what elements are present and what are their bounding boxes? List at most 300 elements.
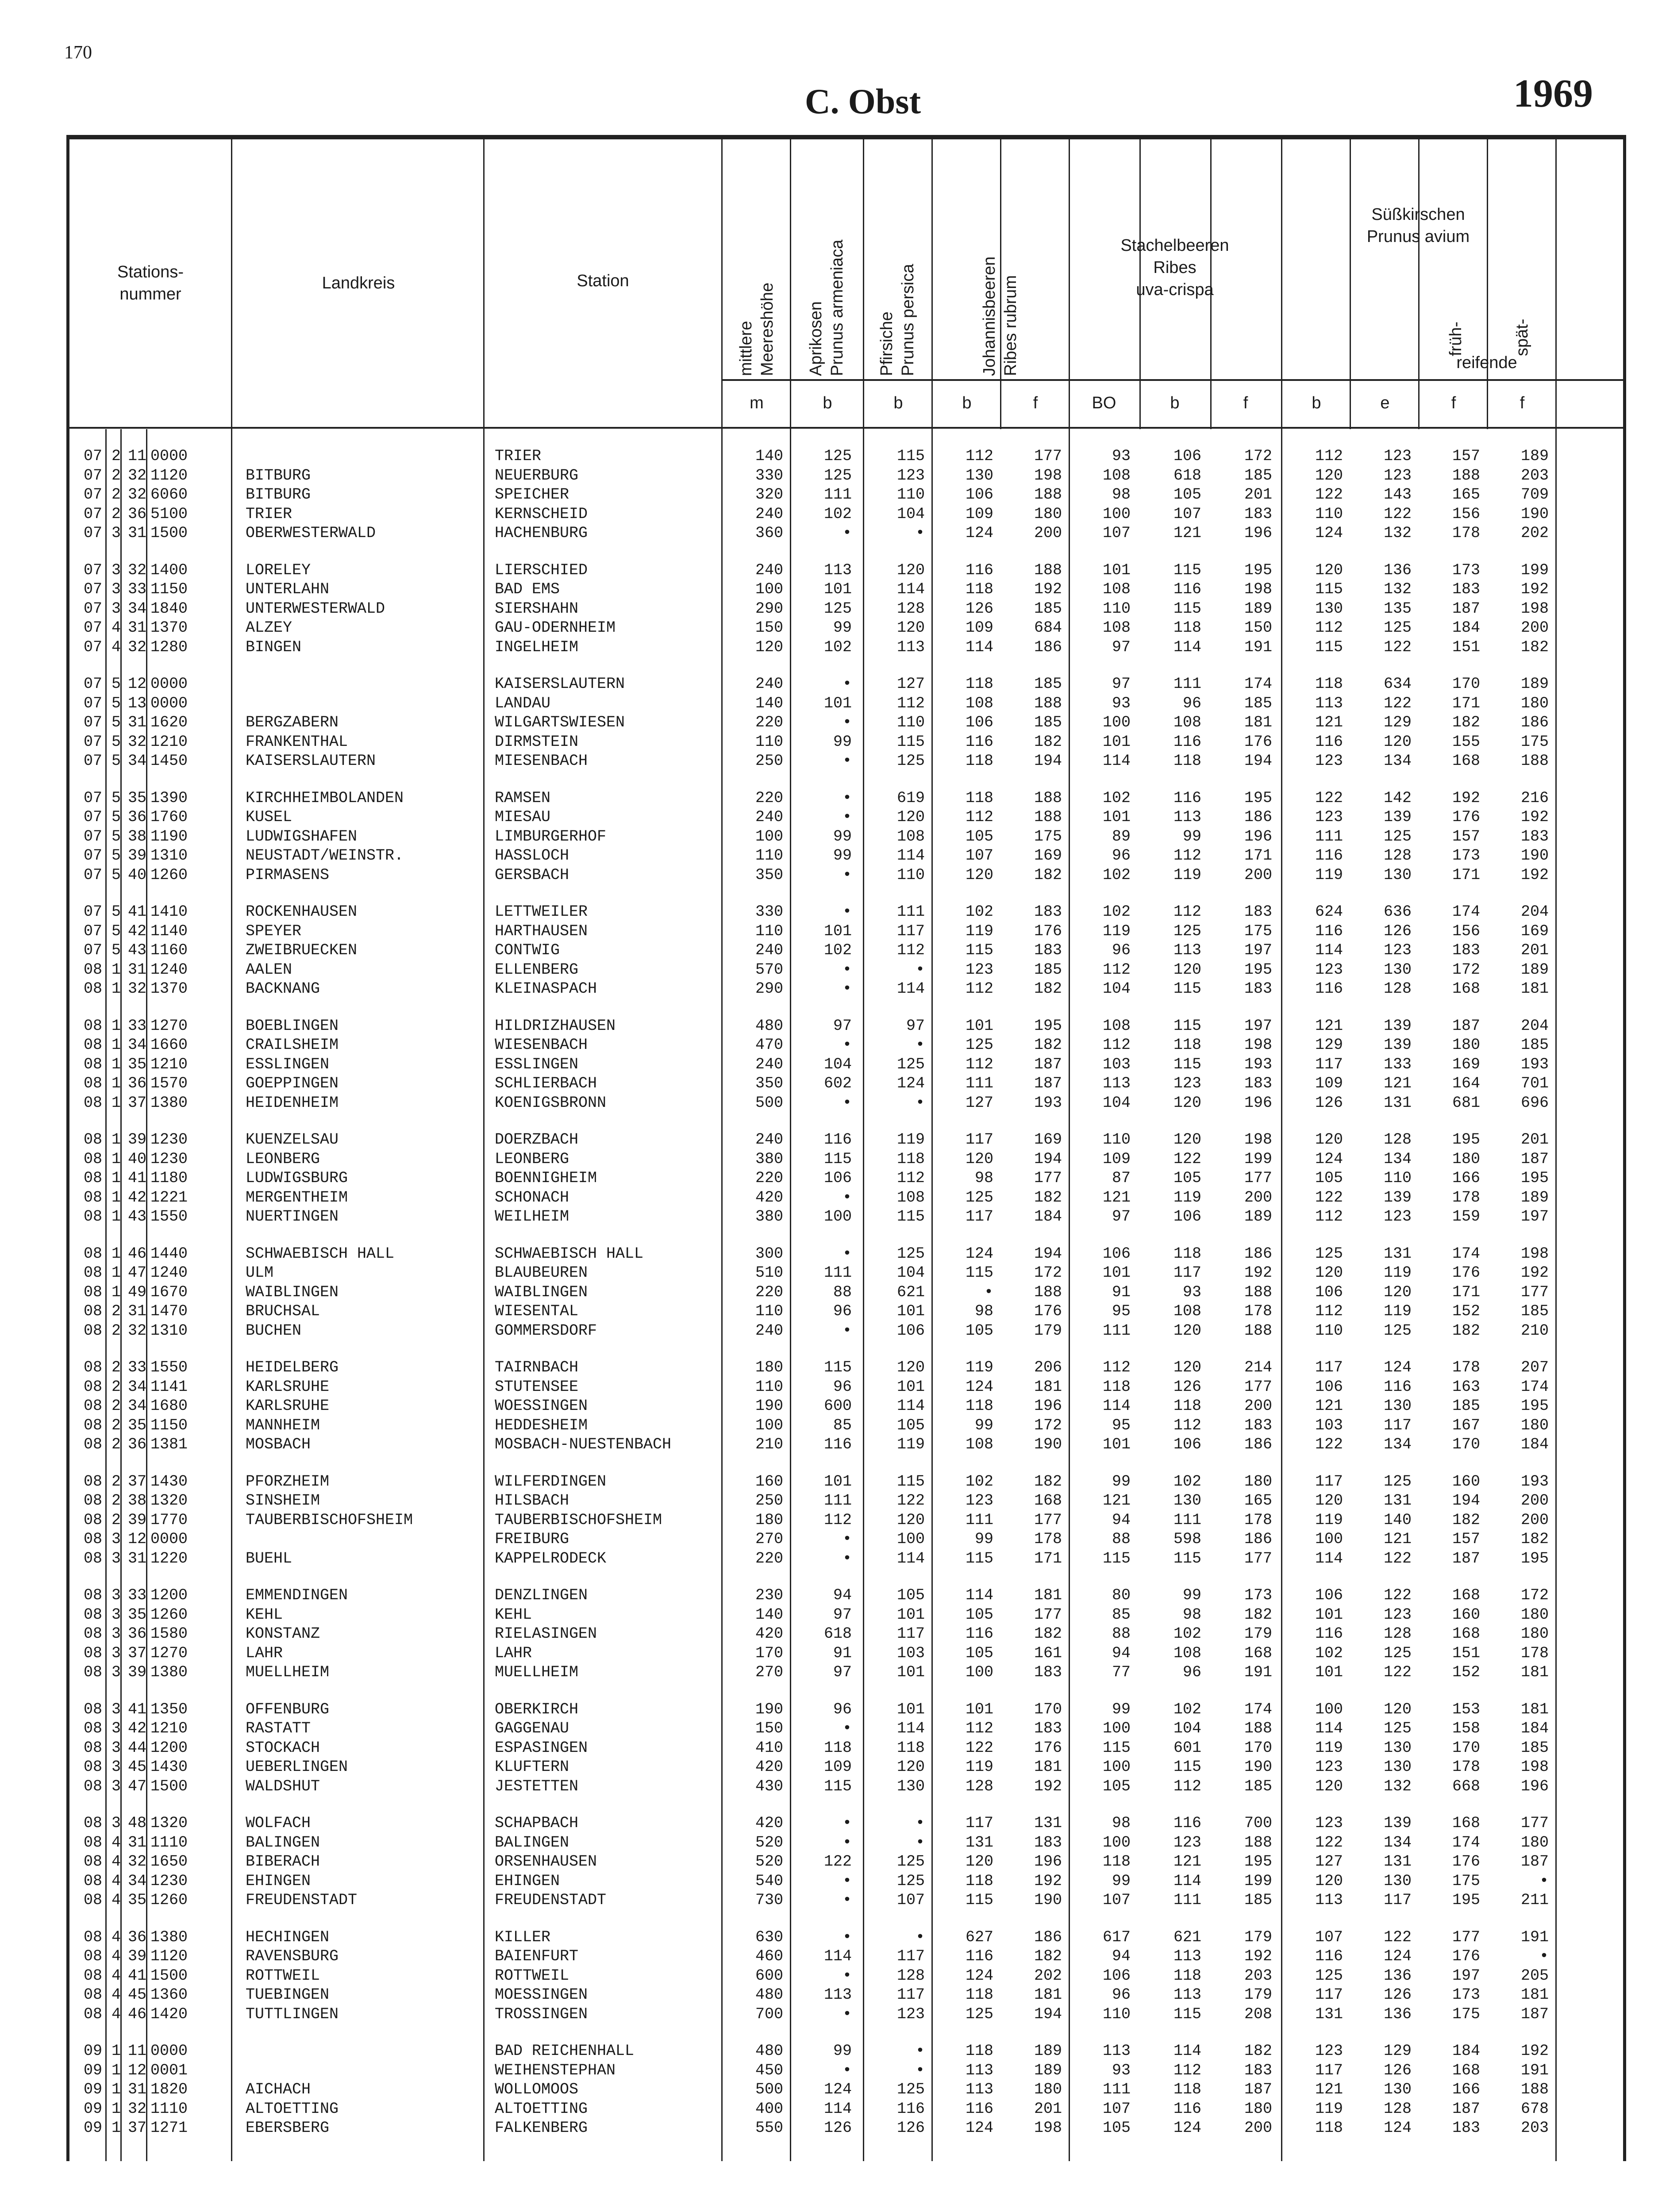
cell-stachelbeeren-f: 189: [1244, 599, 1272, 618]
cell-kirschen-spaet: 185: [1520, 1302, 1549, 1320]
cell-kirschen-frueh: 180: [1452, 1150, 1480, 1168]
cell-bezirk: 5: [111, 714, 121, 731]
cell-kreis: 48: [127, 1814, 146, 1832]
cell-johannisbeeren-f: 177: [1034, 1511, 1062, 1529]
cell-stachelbeeren-bo: 101: [1102, 1436, 1131, 1453]
cell-johannisbeeren-f: 185: [1034, 714, 1062, 731]
cell-bezirk: 2: [111, 1492, 121, 1509]
cell-stachelbeeren-f: 179: [1244, 1928, 1272, 1946]
cell-nummer: 1500: [150, 1966, 188, 1985]
cell-kreis: 41: [127, 903, 146, 921]
cell-land: 08: [83, 1605, 102, 1624]
cell-kirschen-frueh: 176: [1452, 1947, 1480, 1965]
cell-kirschen-spaet: 186: [1520, 714, 1549, 731]
cell-station: TRIER: [495, 447, 542, 465]
cell-bezirk: 2: [111, 1378, 121, 1396]
cell-pfirsiche: 125: [896, 1853, 925, 1870]
cell-aprikosen: 96: [833, 1302, 852, 1320]
cell-bezirk: 3: [111, 1530, 121, 1548]
cell-stachelbeeren-bo: 101: [1102, 561, 1131, 579]
cell-pfirsiche: 101: [896, 1605, 925, 1624]
cell-aprikosen: •: [842, 2061, 852, 2079]
cell-kreis: 37: [127, 1094, 146, 1112]
cell-hoehe: 420: [755, 1188, 783, 1206]
cell-stachelbeeren-b: 125: [1173, 922, 1201, 940]
cell-pfirsiche: 108: [896, 1188, 925, 1206]
cell-stachelbeeren-bo: 617: [1102, 1928, 1131, 1946]
cell-kirschen-b: 127: [1315, 1853, 1343, 1870]
cell-kirschen-frueh: 174: [1452, 1244, 1480, 1263]
cell-bezirk: 2: [111, 1436, 121, 1453]
cell-kreis: 38: [127, 1492, 146, 1509]
table-row: [66, 1169, 1628, 1188]
cell-pfirsiche: 114: [896, 1720, 925, 1737]
cell-stachelbeeren-b: 123: [1173, 1075, 1201, 1092]
cell-land: 07: [83, 789, 102, 807]
cell-landkreis: KONSTANZ: [246, 1625, 320, 1643]
cell-kreis: 37: [127, 1472, 146, 1490]
cell-johannisbeeren-f: 194: [1034, 1244, 1062, 1263]
cell-bezirk: 2: [111, 466, 121, 484]
cell-pfirsiche: 114: [896, 1549, 925, 1567]
cell-johannisbeeren-b: 119: [965, 1758, 993, 1776]
cell-kreis: 39: [127, 1947, 146, 1965]
cell-nummer: 1270: [150, 1017, 188, 1035]
cell-station: LIERSCHIED: [495, 561, 588, 579]
cell-kirschen-e: 140: [1383, 1511, 1412, 1529]
cell-johannisbeeren-b: 118: [965, 1397, 993, 1415]
cell-johannisbeeren-f: 190: [1034, 1891, 1062, 1909]
cell-kirschen-b: 110: [1315, 1321, 1343, 1340]
cell-station: FREUDENSTADT: [495, 1891, 607, 1909]
cell-stachelbeeren-b: 116: [1173, 1814, 1201, 1832]
cell-stachelbeeren-f: 192: [1244, 1264, 1272, 1282]
cell-land: 07: [83, 580, 102, 598]
cell-kirschen-b: 110: [1315, 505, 1343, 523]
cell-kirschen-spaet: 199: [1520, 561, 1549, 579]
cell-kreis: 34: [127, 1872, 146, 1890]
cell-johannisbeeren-b: 119: [965, 1359, 993, 1376]
cell-kirschen-b: 113: [1315, 694, 1343, 712]
cell-stachelbeeren-b: 111: [1173, 1511, 1201, 1529]
cell-station: HARTHAUSEN: [495, 922, 588, 940]
cell-land: 07: [83, 447, 102, 465]
cell-land: 08: [83, 1321, 102, 1340]
cell-kirschen-frueh: 188: [1452, 466, 1480, 484]
cell-stachelbeeren-b: 124: [1173, 2119, 1201, 2137]
cell-kirschen-e: 121: [1383, 1530, 1412, 1548]
cell-johannisbeeren-b: 114: [965, 638, 993, 656]
row-group: [66, 1017, 1628, 1113]
cell-nummer: 1620: [150, 714, 188, 731]
cell-bezirk: 2: [111, 486, 121, 503]
cell-pfirsiche: 107: [896, 1891, 925, 1909]
cell-kirschen-spaet: 193: [1520, 1055, 1549, 1073]
cell-stachelbeeren-bo: 104: [1102, 980, 1131, 998]
cell-station: KILLER: [495, 1928, 551, 1946]
cell-stachelbeeren-b: 102: [1173, 1625, 1201, 1643]
cell-stachelbeeren-b: 113: [1173, 808, 1201, 826]
cell-kirschen-frueh: 170: [1452, 675, 1480, 693]
cell-hoehe: 150: [755, 1720, 783, 1737]
cell-hoehe: 190: [755, 1700, 783, 1718]
cell-kreis: 32: [127, 2100, 146, 2118]
cell-stachelbeeren-bo: 107: [1102, 524, 1131, 542]
cell-stachelbeeren-b: 112: [1173, 2061, 1201, 2079]
cell-stachelbeeren-b: 115: [1173, 1017, 1201, 1035]
cell-station: RAMSEN: [495, 789, 551, 807]
cell-kreis: 41: [127, 1169, 146, 1187]
cell-kirschen-e: 121: [1383, 1075, 1412, 1092]
cell-station: ALTOETTING: [495, 2100, 588, 2118]
cell-landkreis: MERGENTHEIM: [246, 1188, 348, 1206]
cell-land: 08: [83, 1036, 102, 1054]
cell-johannisbeeren-f: 187: [1034, 1055, 1062, 1073]
cell-nummer: 1550: [150, 1359, 188, 1376]
cell-kreis: 32: [127, 980, 146, 998]
cell-stachelbeeren-bo: 108: [1102, 580, 1131, 598]
cell-bezirk: 5: [111, 941, 121, 959]
cell-kirschen-b: 125: [1315, 1966, 1343, 1985]
cell-bezirk: 1: [111, 960, 121, 979]
cell-station: BALINGEN: [495, 1833, 569, 1851]
cell-kreis: 32: [127, 466, 146, 484]
cell-nummer: 1150: [150, 580, 188, 598]
cell-johannisbeeren-f: 183: [1034, 903, 1062, 921]
cell-kreis: 32: [127, 733, 146, 751]
cell-stachelbeeren-f: 183: [1244, 903, 1272, 921]
cell-station: BAD REICHENHALL: [495, 2042, 635, 2060]
cell-bezirk: 3: [111, 1549, 121, 1567]
cell-kreis: 12: [127, 1530, 146, 1548]
cell-kreis: 35: [127, 1416, 146, 1434]
cell-bezirk: 3: [111, 1814, 121, 1832]
cell-kirschen-b: 122: [1315, 789, 1343, 807]
header-line: uva-crispa: [1136, 280, 1214, 299]
cell-kirschen-b: 112: [1315, 619, 1343, 637]
cell-pfirsiche: 120: [896, 619, 925, 637]
cell-nummer: 1141: [150, 1378, 188, 1396]
cell-kreis: 39: [127, 1511, 146, 1529]
cell-kreis: 31: [127, 2081, 146, 2098]
header-frueh: [1434, 281, 1478, 356]
cell-aprikosen: 99: [833, 733, 852, 751]
cell-kirschen-spaet: 210: [1520, 1321, 1549, 1340]
cell-stachelbeeren-bo: 115: [1102, 1549, 1131, 1567]
row-group: [66, 1130, 1628, 1227]
cell-aprikosen: •: [842, 789, 852, 807]
cell-kreis: 31: [127, 524, 146, 542]
cell-kirschen-b: 116: [1315, 847, 1343, 864]
cell-kreis: 32: [127, 1853, 146, 1870]
cell-pfirsiche: 120: [896, 1359, 925, 1376]
cell-stachelbeeren-bo: 88: [1112, 1625, 1131, 1643]
cell-kirschen-e: 128: [1383, 2100, 1412, 2118]
cell-stachelbeeren-bo: 97: [1112, 1208, 1131, 1225]
cell-kirschen-b: 107: [1315, 1928, 1343, 1946]
cell-kirschen-frueh: 175: [1452, 2005, 1480, 2023]
cell-land: 08: [83, 1302, 102, 1320]
cell-pfirsiche: 115: [896, 1208, 925, 1225]
cell-stachelbeeren-f: 200: [1244, 1188, 1272, 1206]
cell-land: 08: [83, 1055, 102, 1073]
cell-landkreis: KARLSRUHE: [246, 1397, 330, 1415]
cell-johannisbeeren-b: 118: [965, 752, 993, 770]
header-hoehe: [726, 217, 788, 376]
cell-kirschen-spaet: 192: [1520, 2042, 1549, 2060]
cell-kirschen-frueh: 168: [1452, 980, 1480, 998]
cell-kirschen-frueh: 187: [1452, 1549, 1480, 1567]
cell-kirschen-frueh: 160: [1452, 1472, 1480, 1490]
cell-kirschen-e: 128: [1383, 1131, 1412, 1148]
cell-kreis: 34: [127, 752, 146, 770]
cell-johannisbeeren-f: 180: [1034, 505, 1062, 523]
cell-kirschen-b: 118: [1315, 2119, 1343, 2137]
cell-bezirk: 2: [111, 447, 121, 465]
cell-nummer: 1120: [150, 1947, 188, 1965]
cell-kirschen-frueh: 156: [1452, 922, 1480, 940]
cell-station: KERNSCHEID: [495, 505, 588, 523]
cell-landkreis: AICHACH: [246, 2081, 311, 2098]
cell-johannisbeeren-b: 114: [965, 1586, 993, 1604]
cell-johannisbeeren-f: 171: [1034, 1549, 1062, 1567]
cell-stachelbeeren-b: 106: [1173, 1436, 1201, 1453]
cell-kirschen-b: 123: [1315, 960, 1343, 979]
cell-kirschen-spaet: 701: [1520, 1075, 1549, 1092]
table-row: [66, 789, 1628, 808]
row-group: [66, 902, 1628, 999]
cell-pfirsiche: 119: [896, 1436, 925, 1453]
cell-land: 07: [83, 847, 102, 864]
header-line: früh-: [1447, 321, 1465, 356]
cell-bezirk: 1: [111, 1208, 121, 1225]
cell-kreis: 38: [127, 827, 146, 845]
cell-johannisbeeren-b: 127: [965, 1094, 993, 1112]
cell-johannisbeeren-b: 125: [965, 1036, 993, 1054]
cell-nummer: 1680: [150, 1397, 188, 1415]
cell-nummer: 1220: [150, 1549, 188, 1567]
cell-kirschen-b: 122: [1315, 1436, 1343, 1453]
cell-kreis: 12: [127, 2061, 146, 2079]
cell-nummer: 1370: [150, 619, 188, 637]
table-row: [66, 1244, 1628, 1264]
cell-kirschen-spaet: 172: [1520, 1586, 1549, 1604]
cell-pfirsiche: 127: [896, 675, 925, 693]
cell-land: 08: [83, 1928, 102, 1946]
cell-stachelbeeren-f: 187: [1244, 2081, 1272, 2098]
cell-bezirk: 1: [111, 1188, 121, 1206]
cell-kirschen-e: 126: [1383, 2061, 1412, 2079]
cell-station: BAD EMS: [495, 580, 560, 598]
cell-nummer: 1150: [150, 1416, 188, 1434]
cell-station: WEILHEIM: [495, 1208, 569, 1225]
cell-kirschen-b: 117: [1315, 1055, 1343, 1073]
cell-aprikosen: •: [842, 1872, 852, 1890]
cell-landkreis: KEHL: [246, 1605, 283, 1624]
cell-hoehe: 240: [755, 561, 783, 579]
cell-kreis: 34: [127, 1378, 146, 1396]
cell-kirschen-e: 132: [1383, 524, 1412, 542]
cell-land: 08: [83, 1283, 102, 1301]
cell-stachelbeeren-f: 170: [1244, 1739, 1272, 1757]
header-line: Prunus persica: [899, 264, 917, 376]
cell-kirschen-e: 636: [1383, 903, 1412, 921]
cell-kirschen-frueh: 160: [1452, 1605, 1480, 1624]
cell-land: 09: [83, 2042, 102, 2060]
cell-station: MUELLHEIM: [495, 1663, 579, 1681]
cell-stachelbeeren-bo: 100: [1102, 1720, 1131, 1737]
row-group: [66, 2042, 1628, 2138]
cell-station: WILGARTSWIESEN: [495, 714, 625, 731]
cell-kirschen-e: 130: [1383, 960, 1412, 979]
cell-kirschen-spaet: 181: [1520, 1663, 1549, 1681]
cell-hoehe: 330: [755, 466, 783, 484]
header-line: nummer: [119, 285, 181, 303]
cell-kirschen-spaet: 193: [1520, 1472, 1549, 1490]
cell-kirschen-e: 129: [1383, 2042, 1412, 2060]
cell-stachelbeeren-b: 93: [1182, 1283, 1201, 1301]
cell-stachelbeeren-bo: 108: [1102, 466, 1131, 484]
cell-stachelbeeren-bo: 113: [1102, 1075, 1131, 1092]
table-row: [66, 713, 1628, 733]
cell-landkreis: TUEBINGEN: [246, 1986, 330, 2004]
cell-kirschen-frueh: 171: [1452, 1283, 1480, 1301]
cell-land: 08: [83, 1169, 102, 1187]
cell-kirschen-frueh: 164: [1452, 1075, 1480, 1092]
cell-johannisbeeren-f: 188: [1034, 789, 1062, 807]
cell-johannisbeeren-b: 116: [965, 2100, 993, 2118]
cell-hoehe: 290: [755, 980, 783, 998]
cell-stachelbeeren-bo: 77: [1112, 1663, 1131, 1681]
cell-station: GAGGENAU: [495, 1720, 569, 1737]
header-line: Prunus avium: [1366, 227, 1470, 246]
cell-johannisbeeren-f: 188: [1034, 561, 1062, 579]
cell-nummer: 1240: [150, 1264, 188, 1282]
cell-station: LEONBERG: [495, 1150, 569, 1168]
cell-landkreis: ALTOETTING: [246, 2100, 339, 2118]
cell-hoehe: 220: [755, 714, 783, 731]
cell-hoehe: 220: [755, 1549, 783, 1567]
cell-kirschen-frueh: 168: [1452, 2061, 1480, 2079]
cell-pfirsiche: 619: [896, 789, 925, 807]
cell-stachelbeeren-f: 196: [1244, 1094, 1272, 1112]
cell-aprikosen: •: [842, 1094, 852, 1112]
cell-pfirsiche: 108: [896, 827, 925, 845]
cell-landkreis: BITBURG: [246, 486, 311, 503]
cell-stachelbeeren-bo: 88: [1112, 1530, 1131, 1548]
cell-land: 08: [83, 1644, 102, 1662]
cell-stachelbeeren-b: 114: [1173, 2042, 1201, 2060]
table-row: [66, 1644, 1628, 1663]
cell-stachelbeeren-f: 176: [1244, 733, 1272, 751]
cell-kreis: 36: [127, 1625, 146, 1643]
cell-station: HEDDESHEIM: [495, 1416, 588, 1434]
cell-johannisbeeren-b: 116: [965, 733, 993, 751]
cell-stachelbeeren-f: 174: [1244, 675, 1272, 693]
cell-landkreis: KARLSRUHE: [246, 1378, 330, 1396]
cell-johannisbeeren-f: 194: [1034, 752, 1062, 770]
cell-aprikosen: 116: [823, 1436, 852, 1453]
cell-land: 07: [83, 505, 102, 523]
unit-label: b: [1170, 394, 1180, 412]
table-row: [66, 1777, 1628, 1797]
cell-nummer: 1380: [150, 1928, 188, 1946]
cell-kirschen-spaet: 203: [1520, 2119, 1549, 2137]
cell-kirschen-b: 121: [1315, 2081, 1343, 2098]
cell-kirschen-b: 123: [1315, 1758, 1343, 1776]
cell-kirschen-frueh: 166: [1452, 2081, 1480, 2098]
cell-station: ROTTWEIL: [495, 1966, 569, 1985]
cell-nummer: 1430: [150, 1472, 188, 1490]
cell-station: WIESENTAL: [495, 1302, 579, 1320]
cell-pfirsiche: 123: [896, 2005, 925, 2023]
cell-kreis: 40: [127, 866, 146, 884]
cell-landkreis: FREUDENSTADT: [246, 1891, 358, 1909]
cell-land: 09: [83, 2100, 102, 2118]
cell-station: KLUFTERN: [495, 1758, 569, 1776]
cell-nummer: 1580: [150, 1625, 188, 1643]
cell-kirschen-frueh: 166: [1452, 1169, 1480, 1187]
table-row: [66, 1397, 1628, 1416]
cell-stachelbeeren-b: 112: [1173, 1777, 1201, 1795]
cell-johannisbeeren-b: 108: [965, 1436, 993, 1453]
cell-landkreis: EBERSBERG: [246, 2119, 330, 2137]
cell-bezirk: 5: [111, 675, 121, 693]
cell-land: 07: [83, 827, 102, 845]
cell-bezirk: 4: [111, 1853, 121, 1870]
cell-station: FREIBURG: [495, 1530, 569, 1548]
header-line: Stachelbeeren: [1120, 236, 1229, 255]
cell-nummer: 1110: [150, 2100, 188, 2118]
cell-stachelbeeren-f: 199: [1244, 1872, 1272, 1890]
cell-kirschen-b: 114: [1315, 1720, 1343, 1737]
cell-kirschen-spaet: 200: [1520, 619, 1549, 637]
cell-pfirsiche: 104: [896, 505, 925, 523]
cell-johannisbeeren-b: 108: [965, 694, 993, 712]
cell-station: KOENIGSBRONN: [495, 1094, 607, 1112]
cell-bezirk: 1: [111, 980, 121, 998]
cell-nummer: 1210: [150, 733, 188, 751]
cell-stachelbeeren-f: 165: [1244, 1492, 1272, 1509]
row-group: [66, 447, 1628, 543]
cell-bezirk: 1: [111, 1264, 121, 1282]
cell-kirschen-frueh: 195: [1452, 1891, 1480, 1909]
cell-johannisbeeren-f: 186: [1034, 638, 1062, 656]
cell-stachelbeeren-bo: 105: [1102, 1777, 1131, 1795]
cell-johannisbeeren-b: 117: [965, 1131, 993, 1148]
cell-stachelbeeren-b: 121: [1173, 1853, 1201, 1870]
cell-nummer: 1440: [150, 1244, 188, 1263]
unit-label: f: [1520, 394, 1525, 412]
table-row: [66, 1302, 1628, 1321]
cell-johannisbeeren-b: 120: [965, 1853, 993, 1870]
cell-station: SIERSHAHN: [495, 599, 579, 618]
cell-station: JESTETTEN: [495, 1777, 579, 1795]
cell-stachelbeeren-f: 208: [1244, 2005, 1272, 2023]
unit-label: b: [962, 394, 972, 412]
cell-pfirsiche: 120: [896, 561, 925, 579]
section-title: C. Obst: [804, 82, 921, 121]
cell-land: 08: [83, 1436, 102, 1453]
cell-kirschen-b: 106: [1315, 1283, 1343, 1301]
cell-landkreis: ZWEIBRUECKEN: [246, 941, 358, 959]
cell-kreis: 49: [127, 1283, 146, 1301]
cell-kirschen-spaet: 180: [1520, 1605, 1549, 1624]
cell-stachelbeeren-b: 115: [1173, 1055, 1201, 1073]
cell-hoehe: 420: [755, 1625, 783, 1643]
cell-pfirsiche: 125: [896, 1055, 925, 1073]
cell-hoehe: 220: [755, 789, 783, 807]
